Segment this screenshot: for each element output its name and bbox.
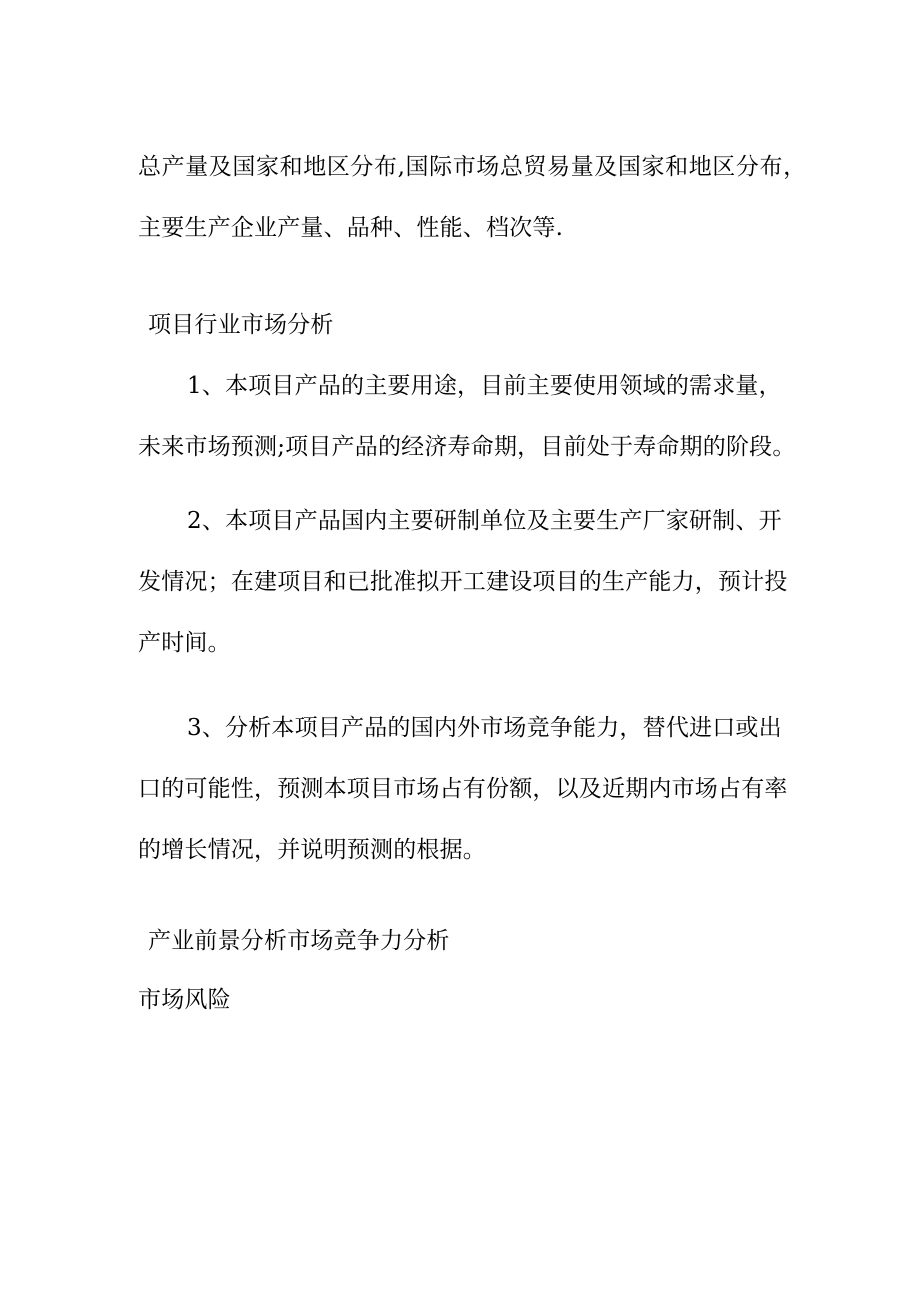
paragraph-line: 3、分析本项目产品的国内外市场竞争能力，替代进口或出 [187,715,782,741]
paragraph-line: 口的可能性，预测本项目市场占有份额，以及近期内市场占有率 [138,776,788,802]
paragraph-line: 1、本项目产品的主要用途，目前主要使用领域的需求量， [187,373,782,399]
section-heading-market-risk: 市场风险 [138,987,231,1013]
paragraph-line: 产时间。 [138,630,231,656]
paragraph-line: 总产量及国家和地区分布,国际市场总贸易量及国家和地区分布， [138,154,807,180]
paragraph-line: 发情况；在建项目和已批准拟开工建设项目的生产能力，预计投 [138,569,788,595]
paragraph-line: 2、本项目产品国内主要研制单位及主要生产厂家研制、开 [187,508,782,534]
paragraph-line: 主要生产企业产量、品种、性能、档次等. [138,215,564,241]
section-heading-industry-outlook: 产业前景分析市场竞争力分析 [148,928,450,954]
section-heading-industry-market-analysis: 项目行业市场分析 [148,312,334,338]
paragraph-line: 的增长情况，并说明预测的根据。 [138,837,486,863]
paragraph-line: 未来市场预测;项目产品的经济寿命期，目前处于寿命期的阶段。 [138,434,796,460]
